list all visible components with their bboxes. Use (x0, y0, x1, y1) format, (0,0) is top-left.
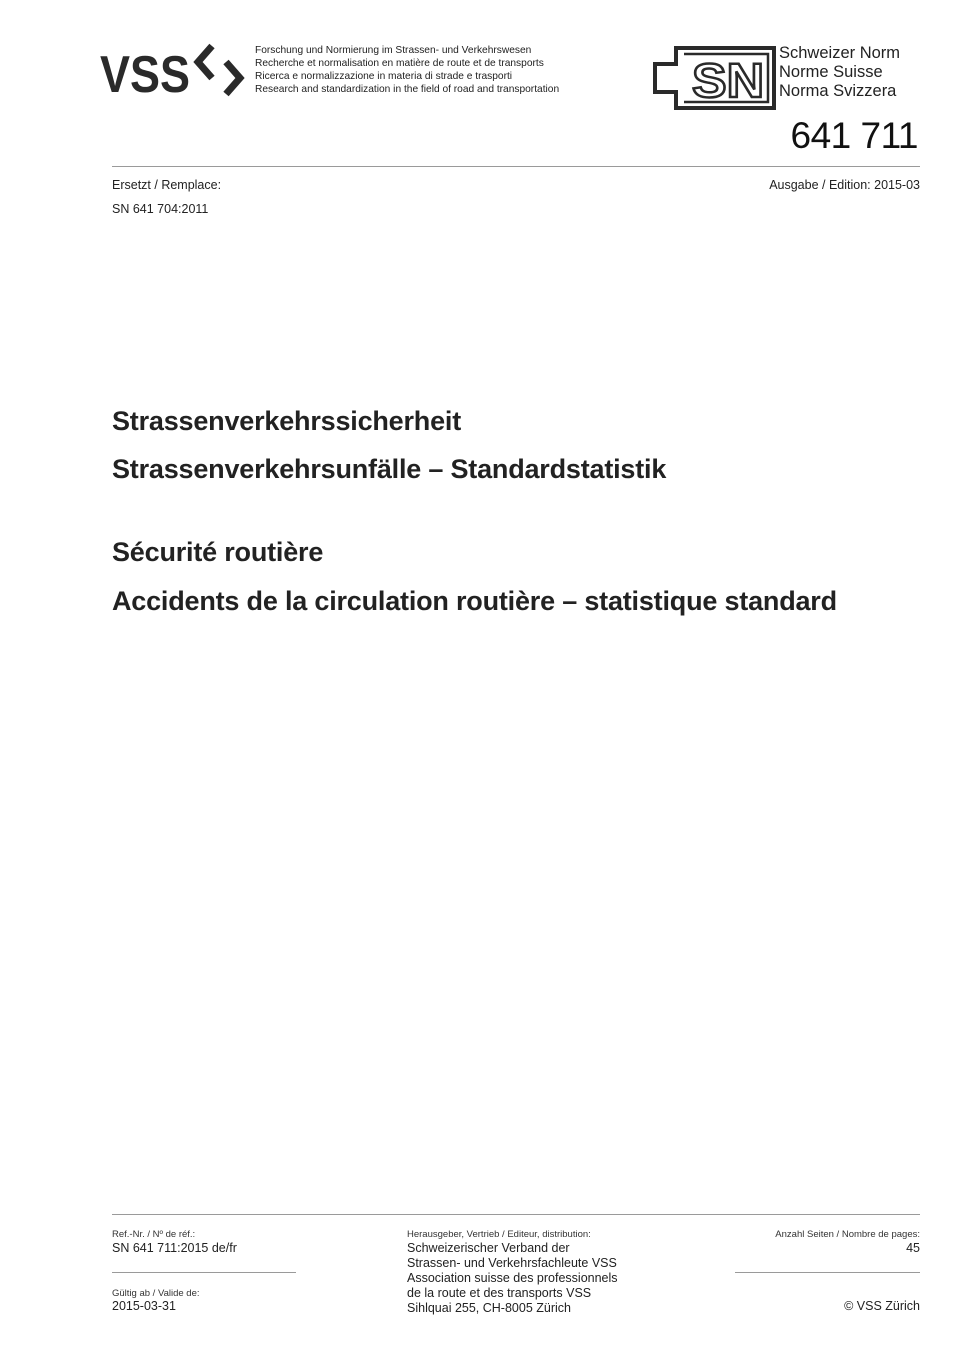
pages-value: 45 (906, 1241, 920, 1255)
valid-value: 2015-03-31 (112, 1299, 176, 1313)
publisher-line: Strassen- und Verkehrsfachleute VSS (407, 1256, 617, 1270)
replaces-value: SN 641 704:2011 (112, 202, 209, 216)
pages-label: Anzahl Seiten / Nombre de pages: (775, 1229, 920, 1240)
standard-number: 641 711 (790, 115, 918, 156)
title-fr-line2: Accidents de la circulation routière – statistique standard (112, 586, 837, 616)
svg-text:VSS: VSS (100, 46, 190, 100)
replaces-label: Ersetzt / Remplace: (112, 178, 222, 192)
vss-logo (100, 40, 250, 100)
edition-info: Ausgabe / Edition: 2015-03 (769, 178, 920, 192)
footer-divider (112, 1214, 920, 1215)
ref-value: SN 641 711:2015 de/fr (112, 1241, 237, 1255)
valid-label: Gültig ab / Valide de: (112, 1288, 200, 1299)
publisher-line: Schweizerischer Verband der (407, 1241, 570, 1255)
copyright: © VSS Zürich (844, 1299, 920, 1313)
sn-language-names (779, 44, 900, 101)
ref-label: Ref.-Nr. / Nº de réf.: (112, 1229, 196, 1240)
footer-right-divider (735, 1272, 920, 1273)
sn-word-fr: Norme Suisse (779, 63, 883, 81)
vss-description-it: Ricerca e normalizzazione in materia di strade e trasporti (255, 71, 513, 82)
header-divider (112, 166, 920, 167)
publisher-line: Association suisse des professionnels (407, 1271, 618, 1285)
publisher-address (407, 1241, 618, 1316)
vss-description-fr: Recherche et normalisation en matière de route et de transports (255, 58, 544, 69)
vss-description-en: Research and standardization in the field of road and transportation (255, 84, 560, 95)
publisher-label: Herausgeber, Vertrieb / Editeur, distribution: (407, 1229, 591, 1240)
title-de-line2: Strassenverkehrsunfälle – Standardstatistik (112, 454, 667, 484)
vss-description-de: Forschung und Normierung im Strassen- und Verkehrswesen (255, 45, 532, 56)
title-fr-line1: Sécurité routière (112, 537, 324, 567)
sn-word-it: Norma Svizzera (779, 82, 897, 100)
sn-logo (652, 44, 777, 112)
title-de-line1: Strassenverkehrssicherheit (112, 406, 462, 436)
vss-description (255, 44, 559, 96)
sn-word-de: Schweizer Norm (779, 44, 901, 62)
publisher-line: Sihlquai 255, CH-8005 Zürich (407, 1301, 571, 1315)
svg-text:SN: SN (692, 55, 764, 108)
publisher-line: de la route et des transports VSS (407, 1286, 592, 1300)
footer-left-divider (112, 1272, 296, 1273)
